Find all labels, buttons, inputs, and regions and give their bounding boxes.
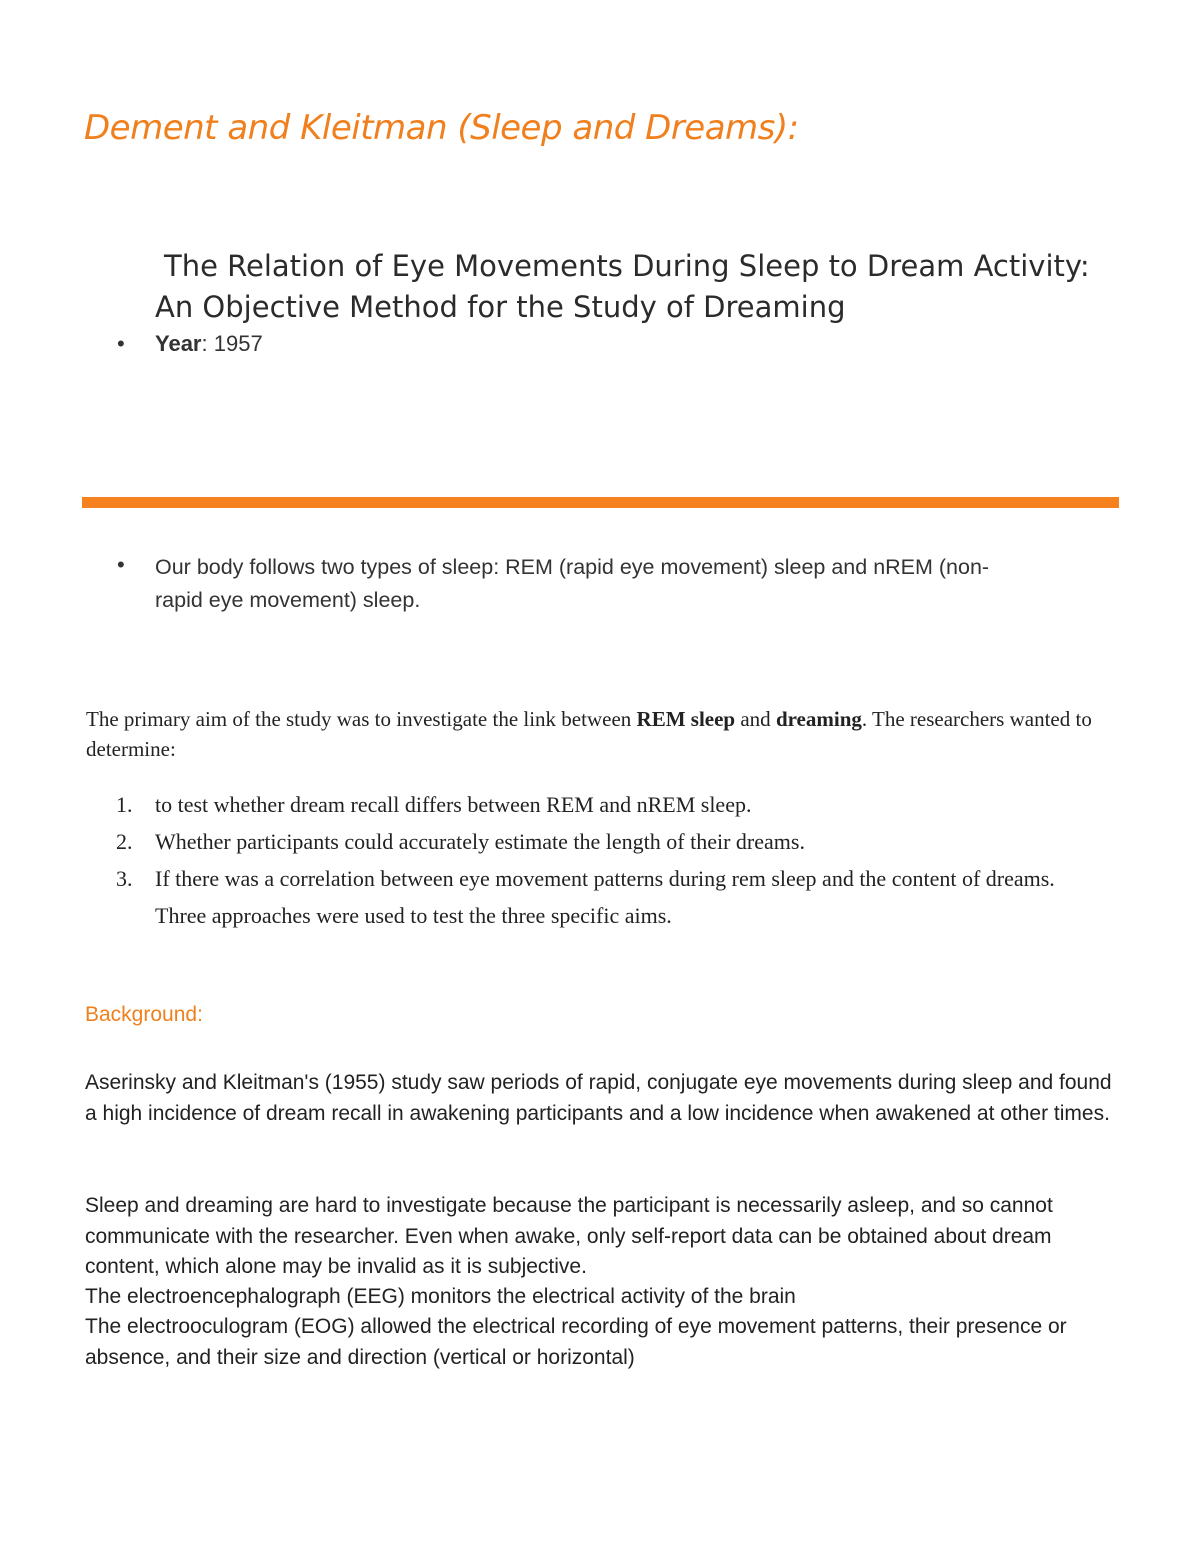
year-separator: : <box>201 331 214 356</box>
list-item: 2. Whether participants could accurately estimate the length of their dreams. <box>116 829 805 854</box>
background-paragraph-1: Aserinsky and Kleitman's (1955) study saw periods of rapid, conjugate eye movements during sleep and found a high incidence of dream recall in awakening participants and a low incidence when awakened at other times. <box>85 1071 1112 1125</box>
bullet-icon: • <box>117 331 125 356</box>
background-paragraph-3: The electroencephalograph (EEG) monitors the electrical activity of the brain <box>85 1285 796 1308</box>
year-label: Year <box>155 331 202 356</box>
sleep-types-line-1: Our body follows two types of sleep: REM (rapid eye movement) sleep and nREM (non- <box>155 555 990 579</box>
background-heading: Background: <box>85 1003 203 1026</box>
study-title-line-2: An Objective Method for the Study of Dreaming <box>155 290 846 324</box>
list-item: 3. If there was a correlation between eye movement patterns during rem sleep and the content of dreams. <box>116 866 1055 891</box>
sleep-types-text <box>155 551 1115 617</box>
section-divider <box>82 497 1119 508</box>
background-paragraph-4: The electrooculogram (EOG) allowed the electrical recording of eye movement patterns, their presence or absence, and their size and direction (vertical or horizontal) <box>85 1315 1067 1369</box>
aim-bold-rem: REM sleep <box>636 707 736 731</box>
bullet-icon: • <box>117 552 125 577</box>
study-title-line-1: The Relation of Eye Movements During Sleep to Dream Activity: <box>164 249 1090 283</box>
sleep-types-line-2: rapid eye movement) sleep. <box>155 588 421 612</box>
background-paragraph-2: Sleep and dreaming are hard to investigate because the participant is necessarily asleep, and so cannot communicate with the researcher. Even when awake, only self-report data can be obtained about dream content, which alone may be invalid as it is subjective. <box>85 1194 1053 1278</box>
aim-paragraph: The primary aim of the study was to investigate the link between REM sleep and dreaming. The researchers wanted to determine: <box>86 707 1092 761</box>
aim-bold-dreaming: dreaming <box>775 707 862 731</box>
year-value: 1957 <box>213 331 263 356</box>
study-title <box>155 246 1135 328</box>
page-title: Dement and Kleitman (Sleep and Dreams): <box>84 108 799 148</box>
approaches-note: Three approaches were used to test the three specific aims. <box>155 903 672 928</box>
aims-list <box>116 786 1126 934</box>
list-item: 1. to test whether dream recall differs between REM and nREM sleep. <box>116 792 752 817</box>
